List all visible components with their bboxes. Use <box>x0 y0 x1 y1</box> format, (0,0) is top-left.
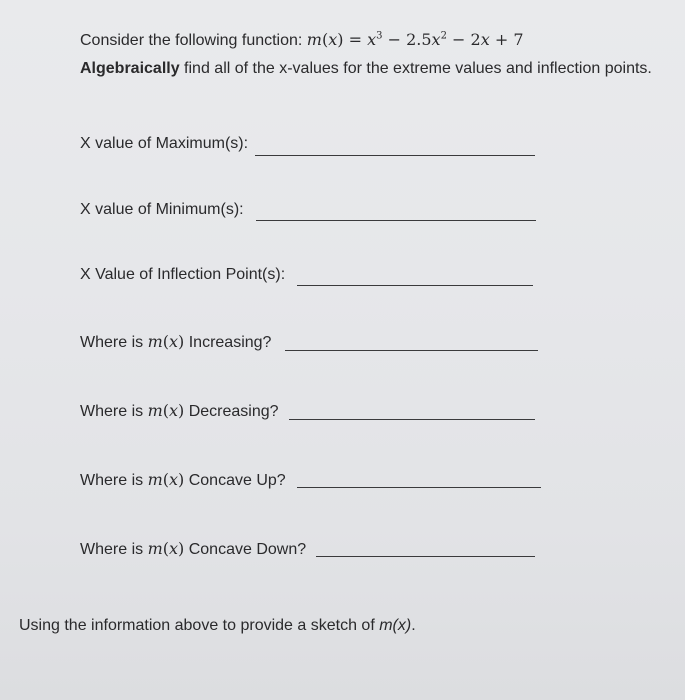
increasing-pre: Where is <box>80 334 148 351</box>
sketch-prompt <box>19 616 416 635</box>
inflection-answer-blank[interactable] <box>297 285 533 286</box>
intro-line <box>80 30 524 50</box>
max-label: X value of Maximum(s): <box>80 135 249 152</box>
mx-symbol: m(x) <box>147 332 185 351</box>
concave-down-answer-blank[interactable] <box>316 556 535 557</box>
decreasing-label <box>80 401 279 421</box>
instruction-bold: Algebraically <box>80 60 180 77</box>
decreasing-pre: Where is <box>80 403 148 420</box>
instruction-line <box>80 59 652 78</box>
concave-down-label <box>80 539 306 559</box>
inflection-label: X Value of Inflection Point(s): <box>80 266 286 283</box>
mx-symbol: m(x) <box>147 470 185 489</box>
sketch-func: m(x) <box>379 617 412 634</box>
instruction-rest: find all of the x-values for the extreme values and inflection points. <box>179 60 652 77</box>
increasing-label <box>80 332 271 352</box>
concave-down-post: Concave Down? <box>184 541 307 558</box>
mx-symbol: m(x) <box>147 401 185 420</box>
sketch-prefix: Using the information above to provide a sketch of <box>19 617 380 634</box>
concave-up-label <box>80 470 286 490</box>
function-expression: $m(x) = x^3 - 2.5x^2 - 2x + 7$ <box>306 30 524 49</box>
sketch-suffix: . <box>411 617 416 634</box>
concave-up-post: Concave Up? <box>184 472 286 489</box>
decreasing-answer-blank[interactable] <box>289 419 535 420</box>
concave-down-pre: Where is <box>80 541 148 558</box>
mx-symbol: m(x) <box>147 539 185 558</box>
min-label: X value of Minimum(s): <box>80 201 244 218</box>
increasing-answer-blank[interactable] <box>285 350 538 351</box>
increasing-post: Increasing? <box>184 334 272 351</box>
concave-up-answer-blank[interactable] <box>297 487 541 488</box>
min-answer-blank[interactable] <box>256 220 536 221</box>
concave-up-pre: Where is <box>80 472 148 489</box>
decreasing-post: Decreasing? <box>184 403 279 420</box>
intro-prefix: Consider the following function: <box>80 32 307 49</box>
max-answer-blank[interactable] <box>255 155 535 156</box>
